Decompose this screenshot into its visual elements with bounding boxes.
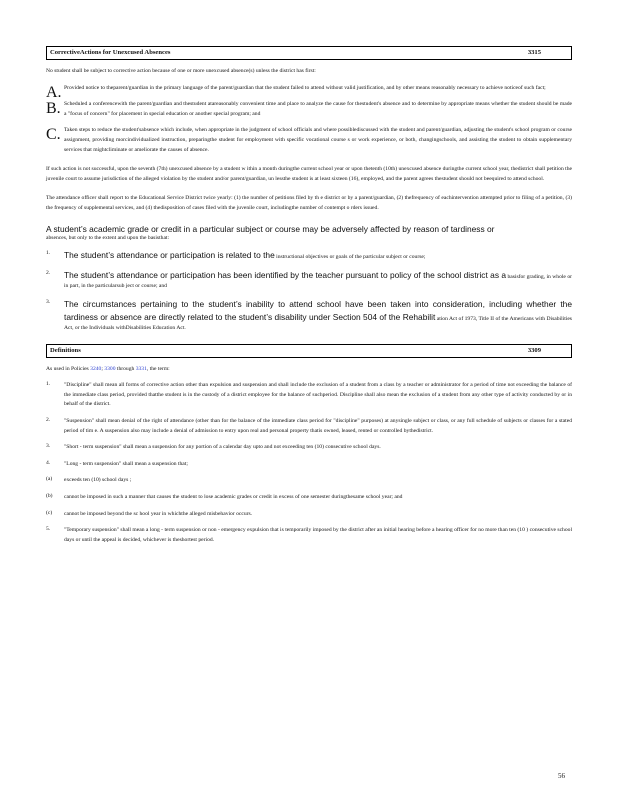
definition-item: 4. "Long - term suspension" shall mean a suspension that; — [46, 459, 188, 467]
section-title: CorrectiveActions for Unexcused Absences — [50, 49, 171, 56]
sub-item: (a) exceeds ten (10) school days ; — [46, 476, 132, 484]
grade-heading-continued: absences, but only to the extent and upon the basisthat: — [46, 234, 170, 241]
list-item: 2. The student’s attendance or participation has been identified by the teacher pursuant to policy of the school district as a basisfor grading, in whole or in part, in the particularsub ject or course; and — [46, 269, 572, 290]
list-item: 1. The student’s attendance or participation is related to the instructional objectives or goals of the particular subject or course; — [46, 250, 426, 261]
section-title: Definitions — [50, 346, 81, 354]
section-header-definitions — [46, 344, 572, 358]
policy-number: 3309 — [527, 346, 541, 354]
document-page — [46, 46, 572, 545]
definition-item: 5. "Temporary suspension" shall mean a long - term suspension or non - emergency expulsion that is temporarily imposed by the district after an initial hearing before a hearing officer for no more than ten (10 ) consecutive school days or until the appeal is decided, whichever is theshortest period. — [46, 526, 572, 543]
petition-paragraph: If such action is not successful, upon the seventh (7th) unexcused absence by a student w ithin a month duringthe current school year or upon thetenth (10th) unexcused absence duringthe current school year, thedistrict shall petition the juvenile court to assume jurisdiction of the alleged violation by the student and/or parent/guardian, un lessthe student is at least sixteen (16), employed, and the parent agrees thestudent should not beequired to attend school. — [46, 166, 572, 182]
sub-item: (b) cannot be imposed in such a manner that causes the student to lose academic grades or credit in excess of one semester duringthesame school year; and — [46, 493, 403, 501]
intro-paragraph: No student shall be subject to corrective action because of one or more unexcused absence(s) unless the district has first: — [46, 68, 316, 74]
section-header-corrective-actions — [46, 46, 572, 60]
definition-item: 3. "Short - term suspension" shall mean a suspension for any portion of a calendar day upto and not exceeding ten (10) consecutive school days. — [46, 443, 381, 451]
policy-number: 3315 — [527, 49, 541, 56]
definition-item: 1. "Discipline" shall mean all forms of corrective action other than expulsion and suspension and shall include the exclusion of a student from a class by a teacher or administrator for a period of time not exceeding the balance of the immediate class period, provided thatthe student is in the custody of a district employee for the balance of suchperiod. Discipline shall also mean the exclusion of a student from any other type of activity conducted by or in behalf of the district. — [46, 381, 572, 408]
grade-heading: A student’s academic grade or credit in a particular subject or course may be adversely affected by reason of tardiness or — [46, 223, 495, 234]
policy-link[interactable]: 3240 — [90, 365, 102, 372]
definition-item: 2. "Suspension" shall mean denial of the right of attendance (other than for the balance of the immediate class period for "discipline" purposes) at anysingle subject or class, or any full schedule of subjects or classes for a stated period of tim e. A suspension also may include a denial of admission to entry upon real and personal property thatis owned, leased, rented or controlled bythedistrict. — [46, 417, 572, 434]
definitions-intro: As used in Policies 3240; 3300 through 3331, the term: — [46, 365, 170, 372]
policy-link[interactable]: 3300 — [104, 365, 116, 372]
sub-item: (c) cannot be imposed beyond the sc hool year in whichthe alleged misbehavior occurs. — [46, 509, 253, 517]
list-item: C. Taken steps to reduce the student'sabsence which include, when appropriate in the judgment of school officials and where possiblediscussed with the student and parent/guardian, adjusting the student's school program or course assignment, providing morcindividualized instruction, preparingthe student for employment with specific vocational course s or work experience, or both, changingschools, and assisting the student to obtain supplementary services that mightcliminate or ameliorate the causes of absence. — [46, 126, 572, 153]
list-item: A. Provided notice to theparent/guardian in the primary language of the parent/guardian that the student failed to attend without valid justification, and by other means reasonably necessary to achieve noticeof such fact; — [46, 83, 546, 101]
list-item: B. Scheduled a conferencewith the parent/guardian and thestudent atareasonably convenient time and place to analyze the cause for thestudent's absence and to determine by appropriate means whether the student should be made a "focus of concern" for placement in special education or another special program; and — [46, 100, 572, 118]
page-number: 56 — [558, 772, 565, 780]
report-paragraph: The attendance officer shall report to the Educational Service District twice yearly: (1) the number of petitions filed by th e district or by a parent/guardian, (2) thefrequency of eachintervention attempted prior to filing of a petition, (3) the frequency of supplemental services, and (4) thedisposition of cases filed with the juvenile court, includingthe number of contempt o rders issued. — [46, 195, 572, 211]
policy-link[interactable]: 3331 — [135, 365, 147, 372]
list-item: 3. The circumstances pertaining to the student’s inability to attend school have been taken into consideration, including whether the tardiness or absence are directly related to the student’s disability under Section 504 of the Rehabilit ation Act of 1973, Title II of the Americans with Disabilities Act, or the Individuals withDisabilities Education Act. — [46, 298, 572, 332]
